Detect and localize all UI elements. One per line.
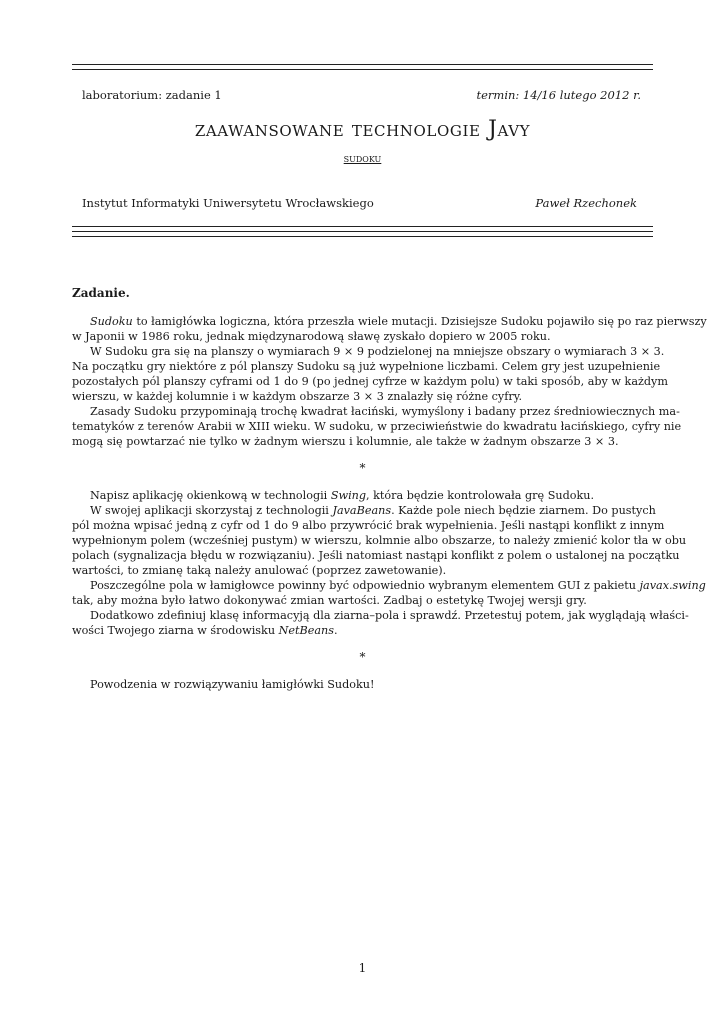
paragraph-line: Zasady Sudoku przypominają trochę kwadrat łaciński, wymyślony i badany przez średniowiecznych ma- <box>90 405 680 418</box>
bottom-rule-3 <box>72 236 653 237</box>
author-label: Paweł Rzechonek <box>535 196 637 210</box>
bottom-rule-1 <box>72 226 653 227</box>
paragraph-line <box>90 488 653 503</box>
paragraph-line: w Japonii w 1986 roku, jednak międzynarodową sławę zyskało dopiero w 2005 roku. <box>72 330 551 343</box>
paragraph-line: tak, aby można było łatwo dokonywać zmian wartości. Zadbaj o estetykę Twojej wersji gry. <box>72 594 587 607</box>
top-rule-2 <box>72 69 653 70</box>
paragraph-line: tematyków z terenów Arabii w XIII wieku. W sudoku, w przeciwieństwie do kwadratu łacińskiego, cyfry nie <box>72 420 682 433</box>
deadline-label: termin: 14/16 lutego 2012 r. <box>476 88 641 102</box>
paragraph-line <box>72 623 653 638</box>
paragraph-line <box>90 578 706 593</box>
paragraph-line: mogą się powtarzać nie tylko w żadnym wierszu i kolumnie, ale także w żadnym obszarze 3 × 3. <box>72 435 619 448</box>
subtitle-text: sudoku <box>343 152 382 165</box>
emphasis-text: NetBeans <box>278 624 334 637</box>
emphasis-text: Sudoku <box>90 315 133 328</box>
paragraph-line: W Sudoku gra się na planszy o wymiarach 9 × 9 podzielonej na mniejsze obszary o wymiarach 3 × 3. <box>90 345 665 358</box>
paragraph-line: wypełnionym polem (wcześniej pustym) w wierszu, kolmnie albo obszarze, to należy zmienić kolor tła w obu <box>72 534 687 547</box>
line-text: . Każde pole niech będzie ziarnem. Do pustych <box>391 504 656 517</box>
line-text: Poszczególne pola w łamigłowce powinny być odpowiednio wybranym elementem GUI z pakietu <box>90 579 640 592</box>
paragraph-line: pozostałych pól planszy cyframi od 1 do 9 (po jednej cyfrze w każdym polu) w taki sposób, aby w każdym <box>72 375 668 388</box>
closing-line: Powodzenia w rozwiązywaniu łamigłówki Sudoku! <box>90 678 375 691</box>
emphasis-text: Swing <box>330 489 367 502</box>
section-separator: * <box>359 461 366 475</box>
emphasis-text: JavaBeans <box>332 504 392 517</box>
paragraph-line: polach (sygnalizacja błędu w rozwiązaniu). Jeśli natomiast nastąpi konflikt z polem o ustalonej na początku <box>72 549 680 562</box>
line-text: , która będzie kontrolowała grę Sudoku. <box>366 489 595 502</box>
top-rule-1 <box>72 64 653 65</box>
line-text: Napisz aplikację okienkową w technologii <box>90 489 331 502</box>
bottom-rule-2 <box>72 231 653 232</box>
page-subtitle <box>0 152 725 166</box>
institute-label: Instytut Informatyki Uniwersytetu Wrocławskiego <box>82 196 374 210</box>
paragraph-line <box>90 314 707 329</box>
lab-label: laboratorium: zadanie 1 <box>82 88 222 102</box>
line-text: wości Twojego ziarna w środowisku <box>72 624 279 637</box>
line-text: to łamigłówka logiczna, która przeszła wiele mutacji. Dzisiejsze Sudoku pojawiło się po raz pierwszy <box>132 315 707 328</box>
page-number: 1 <box>358 961 367 975</box>
paragraph-line: pól można wpisać jedną z cyfr od 1 do 9 albo przywrócić brak wypełnienia. Jeśli nastąpi konflikt z innym <box>72 519 665 532</box>
section-separator: * <box>359 650 366 664</box>
section-heading: Zadanie. <box>72 286 130 300</box>
line-text: . <box>333 624 338 637</box>
paragraph-line: wierszu, w każdej kolumnie i w każdym obszarze 3 × 3 znalazły się różne cyfry. <box>72 390 523 403</box>
paragraph-line <box>90 503 656 518</box>
emphasis-text: javax.swing <box>639 579 706 592</box>
paragraph-line: Dodatkowo zdefiniuj klasę informacyją dla ziarna–pola i sprawdź. Przetestuj potem, jak wyglądają właści- <box>90 609 689 622</box>
page-title: zaawansowane technologie Javy <box>194 117 531 142</box>
paragraph-line: Na początku gry niektóre z pól planszy Sudoku są już wypełnione liczbami. Celem gry jest uzupełnienie <box>72 360 661 373</box>
line-text: W swojej aplikacji skorzystaj z technologii <box>90 504 333 517</box>
paragraph-line: wartości, to zmianę taką należy anulować (poprzez zawetowanie). <box>72 564 447 577</box>
